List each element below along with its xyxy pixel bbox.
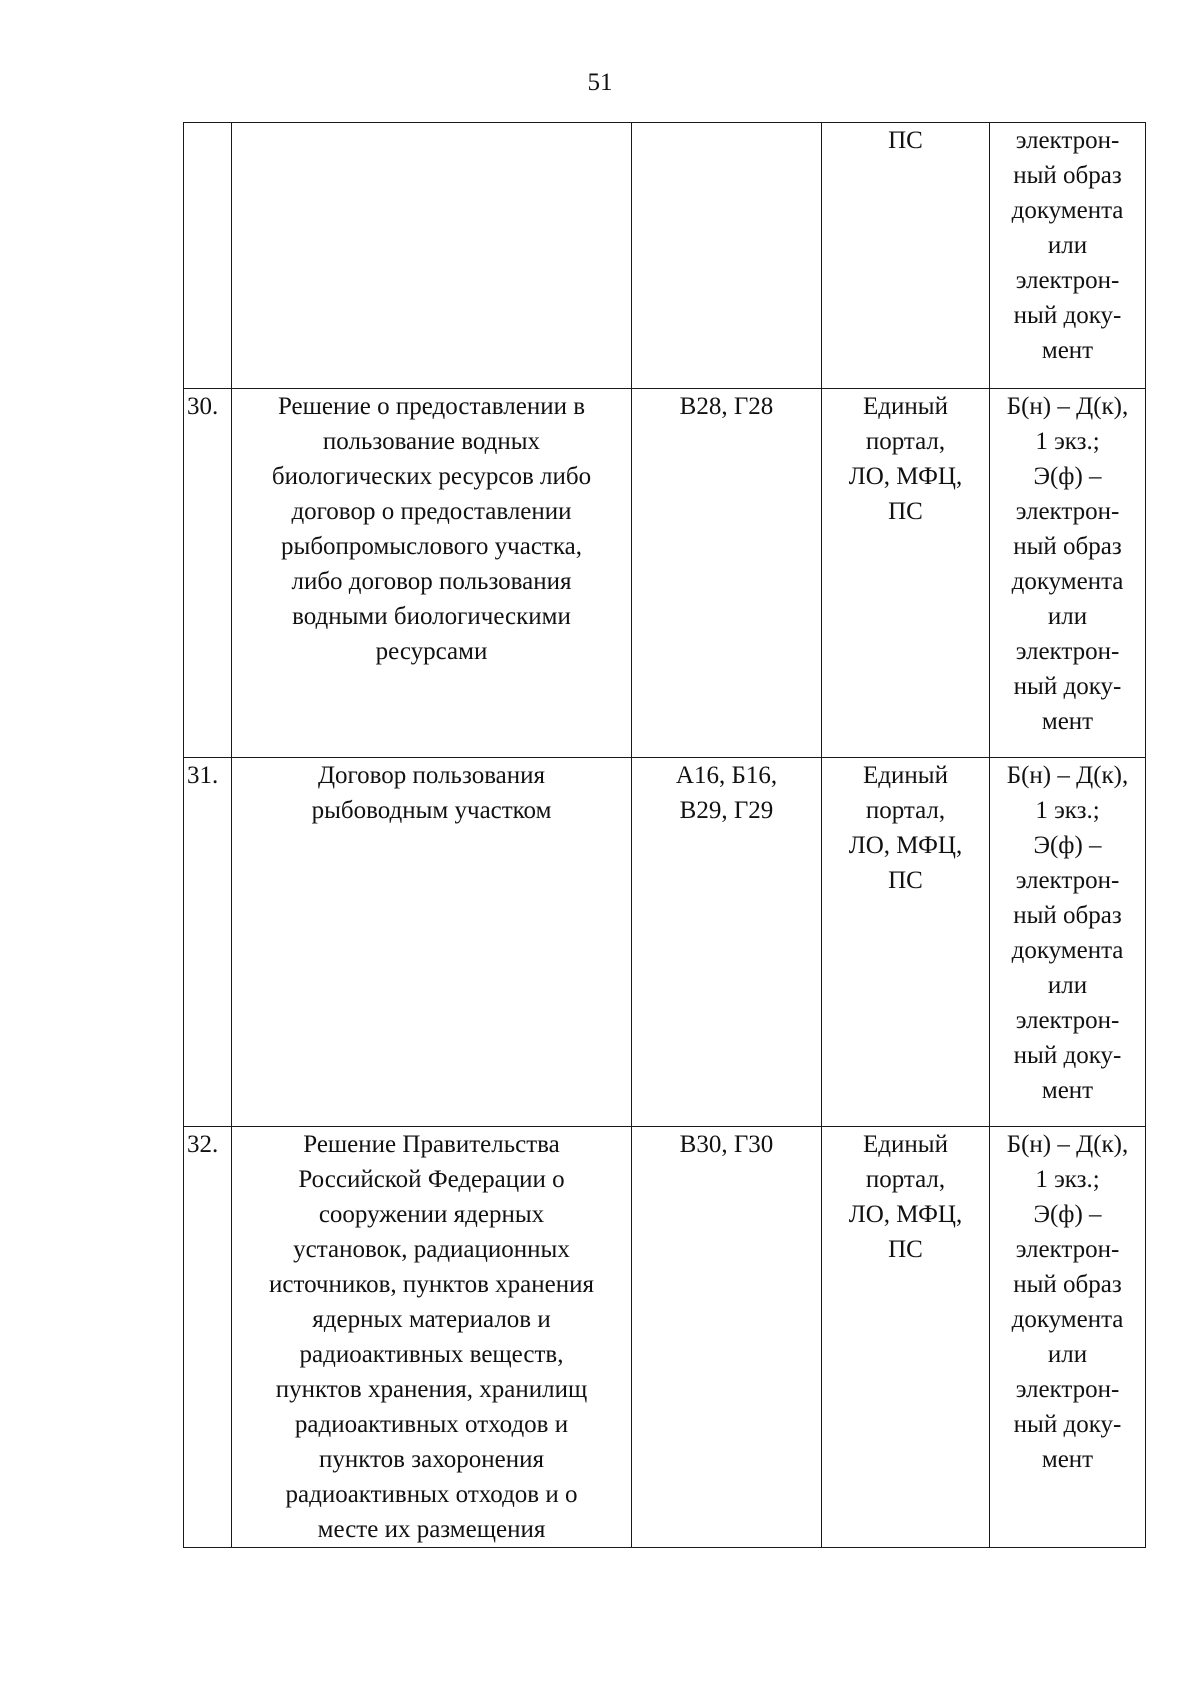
document-form [990, 123, 1146, 389]
document-codes [632, 389, 822, 758]
table-row [184, 123, 1146, 389]
document-name [232, 123, 632, 389]
text-line: Б(н) – Д(к), [1006, 1131, 1129, 1158]
text-line: ПС [888, 127, 923, 154]
text-line: электрон- [1015, 267, 1120, 294]
text-line: или [1047, 1341, 1088, 1368]
text-line: мент [1041, 708, 1094, 735]
text-line: месте их размещения [317, 1516, 546, 1543]
document-form [990, 758, 1146, 1127]
text-line: мент [1041, 1077, 1094, 1104]
text-line: ный образ [1013, 1271, 1122, 1298]
text-line: электрон- [1015, 1236, 1120, 1263]
text-line: рыбопромыслового участка, [281, 533, 582, 560]
text-line: портал, [865, 797, 946, 824]
text-line: пунктов хранения, хранилищ [275, 1376, 588, 1403]
text-line: ный доку- [1013, 1411, 1122, 1438]
text-line: электрон- [1015, 638, 1120, 665]
text-line: документа [1011, 568, 1124, 595]
text-line: водными биологическими [292, 603, 571, 630]
text-line: электрон- [1015, 1376, 1120, 1403]
text-line: документа [1011, 1306, 1124, 1333]
document-table [183, 122, 1146, 1548]
text-line: Б(н) – Д(к), [1006, 762, 1129, 789]
text-line: портал, [865, 428, 946, 455]
text-line: Российской Федерации о [298, 1166, 565, 1193]
text-line: ядерных материалов и [312, 1306, 551, 1333]
text-line: ный образ [1013, 533, 1122, 560]
text-line: Договор пользования [317, 762, 546, 789]
submission-place [822, 389, 990, 758]
text-line: ный образ [1013, 162, 1122, 189]
text-line: Единый [863, 762, 948, 789]
text-line: установок, радиационных [293, 1236, 570, 1263]
text-line: электрон- [1015, 498, 1120, 525]
document-name [232, 389, 632, 758]
text-line: пользование водных [322, 428, 541, 455]
text-line: ЛО, МФЦ, [848, 463, 963, 490]
text-line: или [1047, 603, 1088, 630]
row-number: 31. [184, 758, 232, 1127]
text-line: ПС [888, 498, 923, 525]
document-codes [632, 758, 822, 1127]
text-line: радиоактивных отходов и [294, 1411, 569, 1438]
text-line: В30, Г30 [679, 1131, 774, 1158]
submission-place [822, 1127, 990, 1548]
text-line: либо договор пользования [291, 568, 572, 595]
text-line: Э(ф) – [1033, 463, 1102, 490]
text-line: 1 экз.; [1035, 1166, 1100, 1193]
text-line: Б(н) – Д(к), [1006, 393, 1129, 420]
text-line: радиоактивных отходов и о [285, 1481, 578, 1508]
text-line: ный доку- [1013, 673, 1122, 700]
text-line: рыбоводным участком [311, 797, 552, 824]
row-number [184, 123, 232, 389]
text-line: договор о предоставлении [291, 498, 572, 525]
text-line: ресурсами [375, 638, 488, 665]
page-number: 51 [587, 69, 613, 96]
table-row [184, 758, 1146, 1127]
text-line: документа [1011, 197, 1124, 224]
text-line: Решение Правительства [303, 1131, 560, 1158]
text-line: сооружении ядерных [318, 1201, 545, 1228]
text-line: 1 экз.; [1035, 428, 1100, 455]
text-line: электрон- [1015, 127, 1120, 154]
document-name [232, 1127, 632, 1548]
text-line: ЛО, МФЦ, [848, 1201, 963, 1228]
text-line: Э(ф) – [1033, 832, 1102, 859]
text-line: Решение о предоставлении в [277, 393, 586, 420]
document-form [990, 389, 1146, 758]
submission-place [822, 758, 990, 1127]
text-line: мент [1041, 337, 1094, 364]
text-line: А16, Б16, [675, 762, 778, 789]
row-number: 30. [184, 389, 232, 758]
text-line: В29, Г29 [679, 797, 774, 824]
text-line: биологических ресурсов либо [271, 463, 592, 490]
text-line: Э(ф) – [1033, 1201, 1102, 1228]
text-line: ПС [888, 867, 923, 894]
text-line: В28, Г28 [679, 393, 774, 420]
text-line: документа [1011, 937, 1124, 964]
text-line: портал, [865, 1166, 946, 1193]
document-codes [632, 1127, 822, 1548]
submission-place [822, 123, 990, 389]
text-line: ный доку- [1013, 302, 1122, 329]
text-line: радиоактивных веществ, [299, 1341, 564, 1368]
text-line: или [1047, 972, 1088, 999]
text-line: пунктов захоронения [319, 1446, 544, 1473]
text-line: Единый [863, 1131, 948, 1158]
document-name [232, 758, 632, 1127]
text-line: ный доку- [1013, 1042, 1122, 1069]
table-row [184, 389, 1146, 758]
text-line: ПС [888, 1236, 923, 1263]
document-codes [632, 123, 822, 389]
text-line: ЛО, МФЦ, [848, 832, 963, 859]
row-number: 32. [184, 1127, 232, 1548]
text-line: мент [1041, 1446, 1094, 1473]
text-line: электрон- [1015, 867, 1120, 894]
text-line: 1 экз.; [1035, 797, 1100, 824]
table-row [184, 1127, 1146, 1548]
text-line: или [1047, 232, 1088, 259]
document-form [990, 1127, 1146, 1548]
text-line: ный образ [1013, 902, 1122, 929]
text-line: источников, пунктов хранения [269, 1271, 594, 1298]
text-line: электрон- [1015, 1007, 1120, 1034]
text-line: Единый [863, 393, 948, 420]
